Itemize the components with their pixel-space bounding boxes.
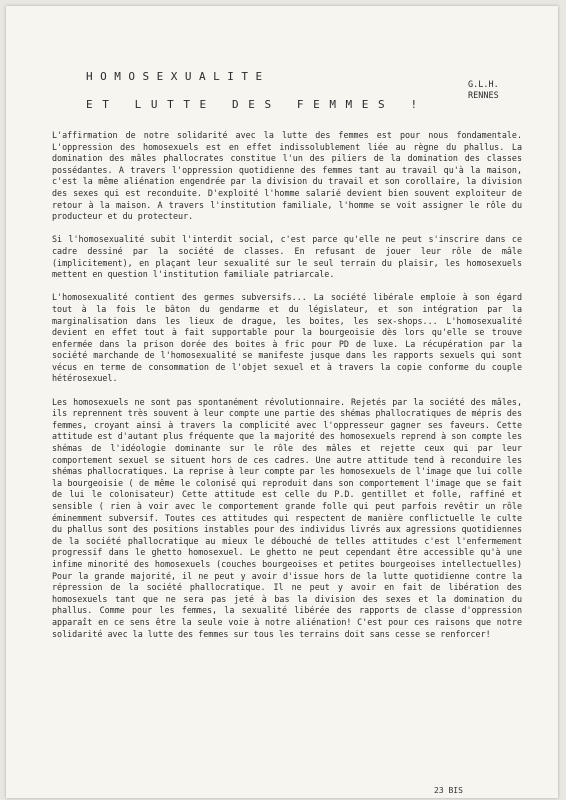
paragraph-solidarity: L'affirmation de notre solidarité avec la lutte des femmes est pour nous fondamentale. L'oppression des homosexuels est en effet indissolublement liée au règne du phallus. La domination des mâles phallocrates constitue l'un des piliers de la domination des classes possédantes. A travers l'oppression quotidienne des femmes tant au travail qu'à la maison, c'est la même aliénation engendrée par la division du travail et son corollaire, la division des sexes qui est reconduite. D'exploité l'homme salarié devient bien souvent exploiteur de retour à la maison. A travers l'institution familiale, l'homme se voit assigner le rôle du producteur et du protecteur. [52, 130, 522, 222]
paragraph-social-interdict: Si l'homosexualité subit l'interdit social, c'est parce qu'elle ne peut s'inscrire dans ce cadre dessiné par la société de classes. En refusant de jouer leur rôle de mâle (implicitement), en plaçant leur sexualité sur le seul terrain du plaisir, les homosexuels mettent en question l'institution familiale patriarcale. [52, 234, 522, 280]
document-title-line-1: HOMOSEXUALITE [86, 70, 270, 83]
organization-label [468, 80, 499, 101]
page-number: 23 BIS [434, 786, 463, 795]
paragraph-not-revolutionary: Les homosexuels ne sont pas spontanément révolutionnaire. Rejetés par la société des mâles, ils reprennent très souvent à leur compte une partie des shémas phallocratiques de mépris des femmes, croyant ainsi à travers la complicité avec l'oppresseur gagner ses faveurs. Cette attitude est d'autant plus fréquente que la majorité des homosexuels reprend à son compte les shémas de l'idéologie dominante sur le rôle des mâles et rejette ceux qui par leur comportement sexuel se situent hors de ces cadres. Une autre attitude tend à reconduire les shémas phallocratiques. La reprise à leur compte par les homosexuels de l'image que lui colle la bourgeoisie ( de même le colonisé qui reproduit dans son comportement l'image que se fait de lui le colonisateur) Cette attitude est celle du P.D. gentillet et folle, raffiné et sensible ( rien à voir avec le comportement grande folle qui peut parfois revêtir un rôle éminemment subversif. Toutes ces attitudes qui respectent de manière conflictuelle le culte du phallus sont des positions instables pour des individus livrés aux agressions quotidiennes de la société phallocratique au mieux le débouché de telles attitudes c'est l'enfermement progressif dans le ghetto homosexuel. Le ghetto ne peut cependant être accessible qu'à une infime minorité des homosexuels (couches bourgeoises et petites bourgeoises intellectuelles) Pour la grande majorité, il ne peut y avoir d'issue hors de la lutte quotidienne contre la répression de la société phallocratique. Il ne peut y avoir en fait de libération des homosexuels tant que ne sera pas jeté à bas la division des sexes et la domination du phallus. Comme pour les femmes, la sexualité libérée des rapports de classe d'oppression apparaît en ce sens être la seule voie à notre aliénation! C'est pour ces raisons que notre solidarité avec la lutte des femmes sur tous les terrains doit sans cesse se renforcer! [52, 396, 522, 639]
document-title-line-2: ET LUTTE DES FEMMES ! [86, 98, 427, 111]
document-body [52, 130, 522, 640]
organization-city: RENNES [468, 90, 499, 101]
document-page [6, 6, 558, 798]
organization-name: G.L.H. [468, 80, 499, 90]
paragraph-subversive-germs: L'homosexualité contient des germes subversifs... La société libérale emploie à son égard tout à la fois le bâton du gendarme et du législateur, et son intégration par la marginalisation dans les lieux de drague, les boites, les sex-shops... L'homosexualité devient en effet tout à fait supportable pour la bourgeoisie dès lors qu'elle se trouve enfermée dans la prison dorée des boites à fric pour PD de luxe. La récupération par la société marchande de l'homosexualité se manifeste jusque dans les rapports sexuels qui sont vécus en terme de consommation de l'objet sexuel et à travers la copie conforme du couple hétérosexuel. [52, 292, 522, 384]
